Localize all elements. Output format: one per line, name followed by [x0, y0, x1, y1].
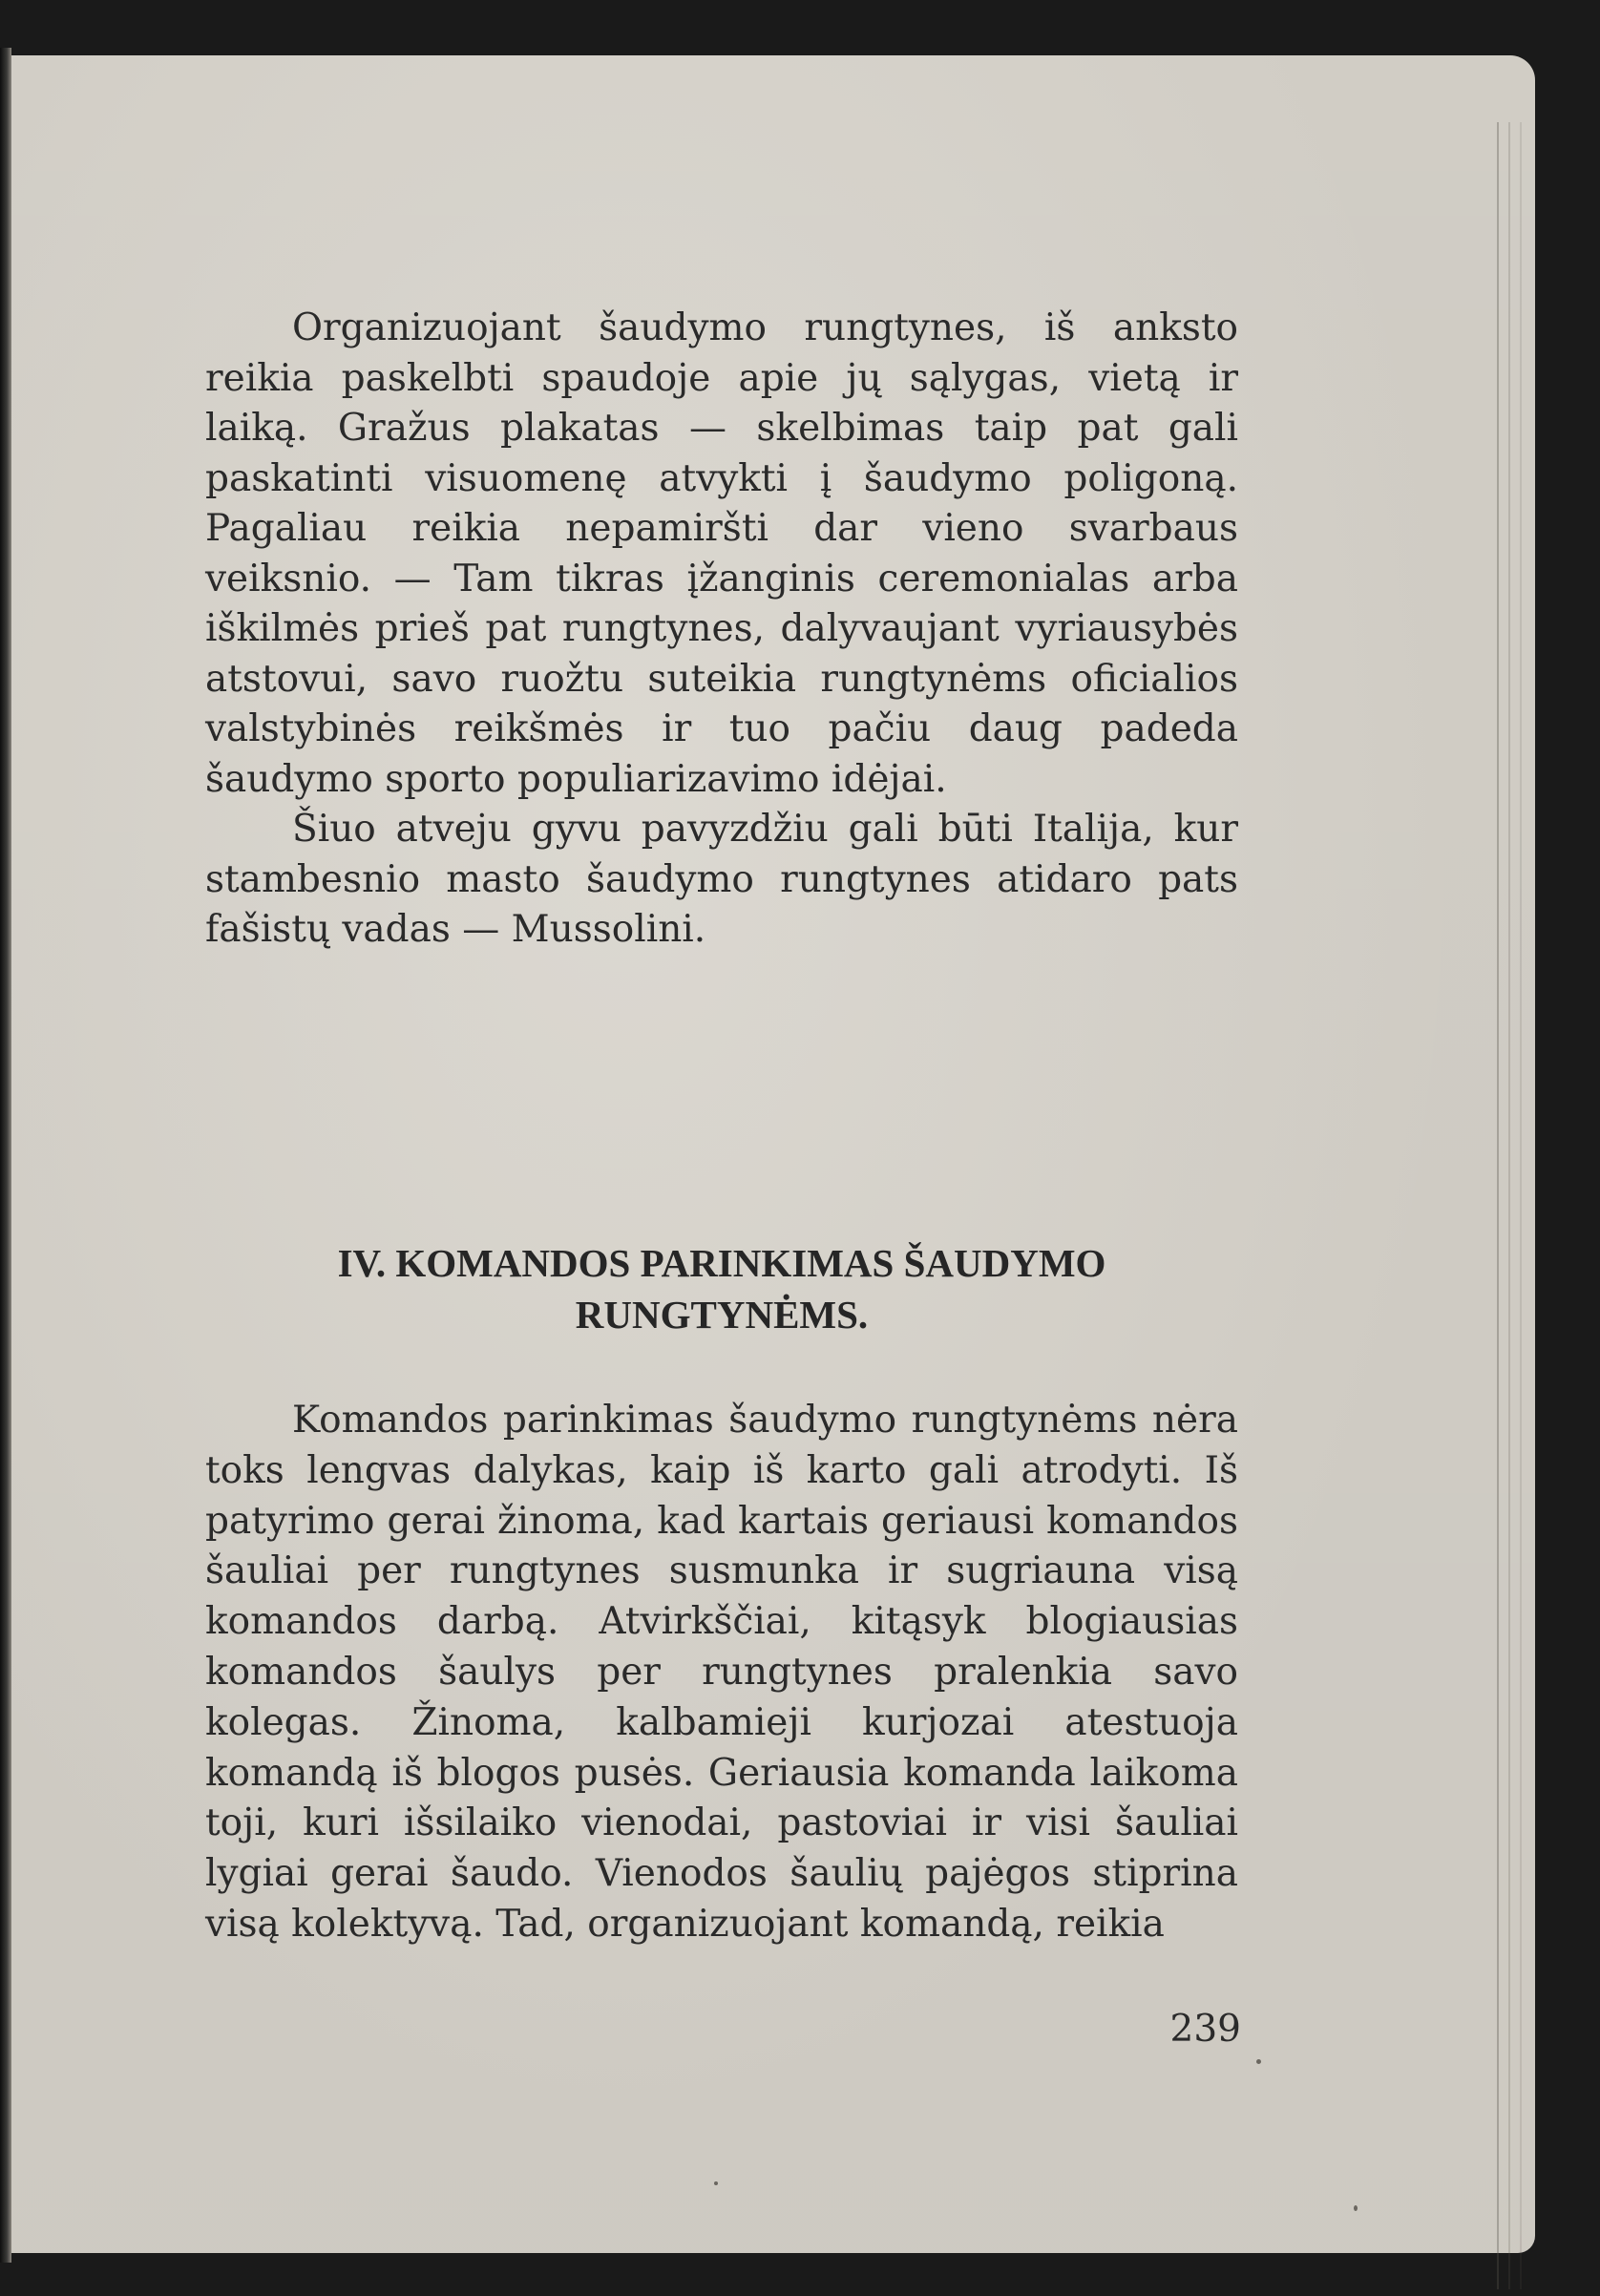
page-edge-line: [1508, 122, 1510, 2289]
top-text-block: [205, 304, 1238, 956]
bottom-text-block: [205, 1396, 1238, 1950]
chapter-heading-line-1: IV. KOMANDOS PARINKIMAS ŠAUDYMO: [337, 1241, 1106, 1285]
paragraph-ceremony: Organizuojant šaudymo rungtynes, iš anksto reikia paskelbti spaudoje apie jų sąlygas, vietą ir laiką. Gražus plakatas — skelbimas taip pat gali paskatinti visuomenę atvykti į šaudymo poligoną. Pagaliau reikia nepamiršti dar vieno svarbaus veiksnio. — Tam tikras įžanginis ceremonialas arba iškilmės prieš pat rungtynes, dalyvaujant vyriausybės atstovui, savo ruožtu suteikia rungtynėms oficialios valstybinės reikšmės ir tuo pačiu daug padeda šaudymo sporto populiarizavimo idėjai.: [205, 306, 1238, 801]
page-edge-line: [1520, 122, 1522, 2289]
book-binding-edge: [0, 48, 11, 2263]
chapter-heading: [205, 1237, 1238, 1340]
paper-speck: [1256, 2059, 1261, 2064]
paragraph-italy-example: Šiuo atveju gyvu pavyzdžiu gali būti Italija, kur stambesnio masto šaudymo rungtynes atidaro pats fašistų vadas — Mussolini.: [205, 808, 1238, 951]
chapter-heading-line-2: RUNGTYNĖMS.: [575, 1293, 869, 1337]
page-edge-line: [1497, 122, 1499, 2289]
paper-speck: [1354, 2205, 1358, 2211]
paragraph-team-selection: Komandos parinkimas šaudymo rungtynėms nėra toks lengvas dalykas, kaip iš karto gali atrodyti. Iš patyrimo gerai žinoma, kad kartais geriausi komandos šauliai per rungtynes susmunka ir sugriauna visą komandos darbą. Atvirkščiai, kitąsyk blogiausias komandos šaulys per rungtynes pralenkia savo kolegas. Žinoma, kalbamieji kurjozai atestuoja komandą iš blogos pusės. Geriausia komanda laikoma toji, kuri išsilaiko vienodai, pastoviai ir visi šauliai lygiai gerai šaudo. Vienodos šaulių pajėgos stiprina visą kolektyvą. Tad, organizuojant komandą, reikia: [205, 1399, 1238, 1946]
page-number: 239: [1169, 2008, 1241, 2051]
paper-speck: [714, 2181, 718, 2185]
